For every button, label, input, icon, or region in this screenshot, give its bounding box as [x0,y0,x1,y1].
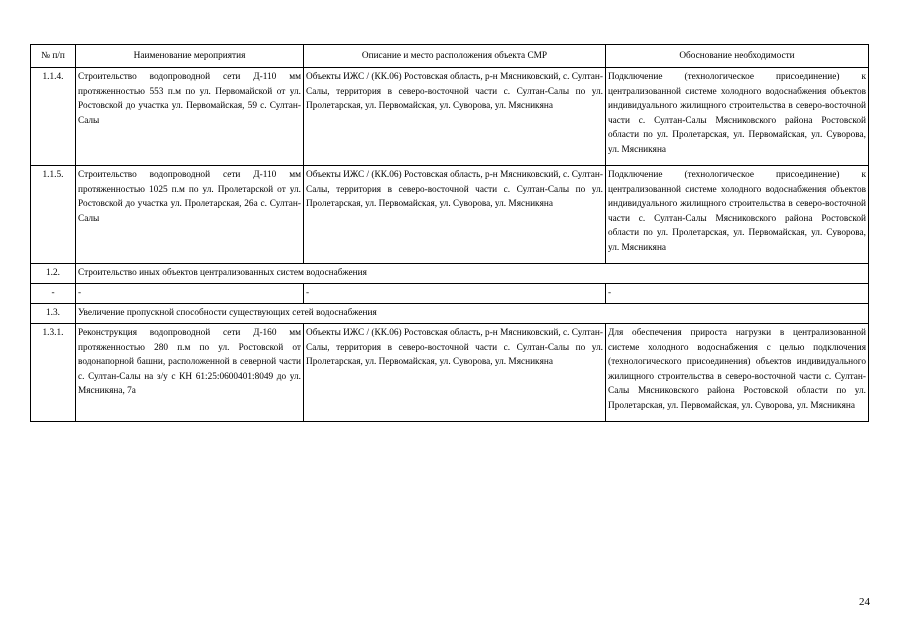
row-num: 1.1.5. [31,166,76,264]
table-row [31,68,869,166]
header-justification: Обоснование необходимости [606,45,869,68]
row-description: Объекты ИЖС / (КК.06) Ростовская область, р-н Мясниковский, с. Султан-Салы, территория в северо-восточной части с. Султан-Салы по ул. Пролетарская, ул. Первомайская, ул. Суворова, ул. Мясникяна [304,324,606,422]
row-justification: Подключение (технологическое присоединение) к централизованной системе холодного водоснабжения объектов индивидуального жилищного строительства в северо-восточной части с. Султан-Салы Мясниковского района Ростовской области по ул. Пролетарская, ул. Первомайская, ул. Суворова, ул. Мясникяна [606,68,869,166]
section-title: Строительство иных объектов централизованных систем водоснабжения [76,264,869,284]
row-justification: - [606,284,869,304]
row-name: - [76,284,304,304]
page-number: 24 [859,596,870,608]
row-description: Объекты ИЖС / (КК.06) Ростовская область, р-н Мясниковский, с. Султан-Салы, территория в северо-восточной части с. Султан-Салы по ул. Пролетарская, ул. Первомайская, ул. Суворова, ул. Мясникяна [304,166,606,264]
section-num: 1.2. [31,264,76,284]
section-title: Увеличение пропускной способности существующих сетей водоснабжения [76,304,869,324]
header-description: Описание и место расположения объекта СМР [304,45,606,68]
works-table [30,44,869,422]
row-name: Строительство водопроводной сети Д-110 мм протяженностью 1025 п.м по ул. Пролетарской от ул. Ростовской до участка ул. Пролетарская, 26а с. Султан-Салы [76,166,304,264]
row-description: Объекты ИЖС / (КК.06) Ростовская область, р-н Мясниковский, с. Султан-Салы, территория в северо-восточной части с. Султан-Салы по ул. Пролетарская, ул. Первомайская, ул. Суворова, ул. Мясникяна [304,68,606,166]
header-name: Наименование мероприятия [76,45,304,68]
table-row [31,284,869,304]
row-name: Строительство водопроводной сети Д-110 мм протяженностью 553 п.м по ул. Первомайской от ул. Ростовской до участка ул. Первомайская, 59 с. Султан-Салы [76,68,304,166]
table-row [31,324,869,422]
row-name: Реконструкция водопроводной сети Д-160 мм протяженностью 280 п.м по ул. Ростовской от водонапорной башни, расположенной в северной части с. Султан-Салы на з/у с КН 61:25:0600401:8049 до ул. Мясникяна, 7а [76,324,304,422]
section-row [31,264,869,284]
row-num: 1.3.1. [31,324,76,422]
table-header-row [31,45,869,68]
row-justification: Для обеспечения прироста нагрузки в централизованной системе холодного водоснабжения с целью подключения (технологического присоединения) объектов индивидуального жилищного строительства в северо-восточной части с. Султан-Салы Мясниковского района Ростовской области по ул. Пролетарская, ул. Первомайская, ул. Суворова, ул. Мясникяна [606,324,869,422]
row-description: - [304,284,606,304]
table-row [31,166,869,264]
section-row [31,304,869,324]
row-num: 1.1.4. [31,68,76,166]
row-num: - [31,284,76,304]
header-num: № п/п [31,45,76,68]
row-justification: Подключение (технологическое присоединение) к централизованной системе холодного водоснабжения объектов индивидуального жилищного строительства в северо-восточной части с. Султан-Салы Мясниковского района Ростовской области по ул. Пролетарская, ул. Первомайская, ул. Суворова, ул. Мясникяна [606,166,869,264]
section-num: 1.3. [31,304,76,324]
